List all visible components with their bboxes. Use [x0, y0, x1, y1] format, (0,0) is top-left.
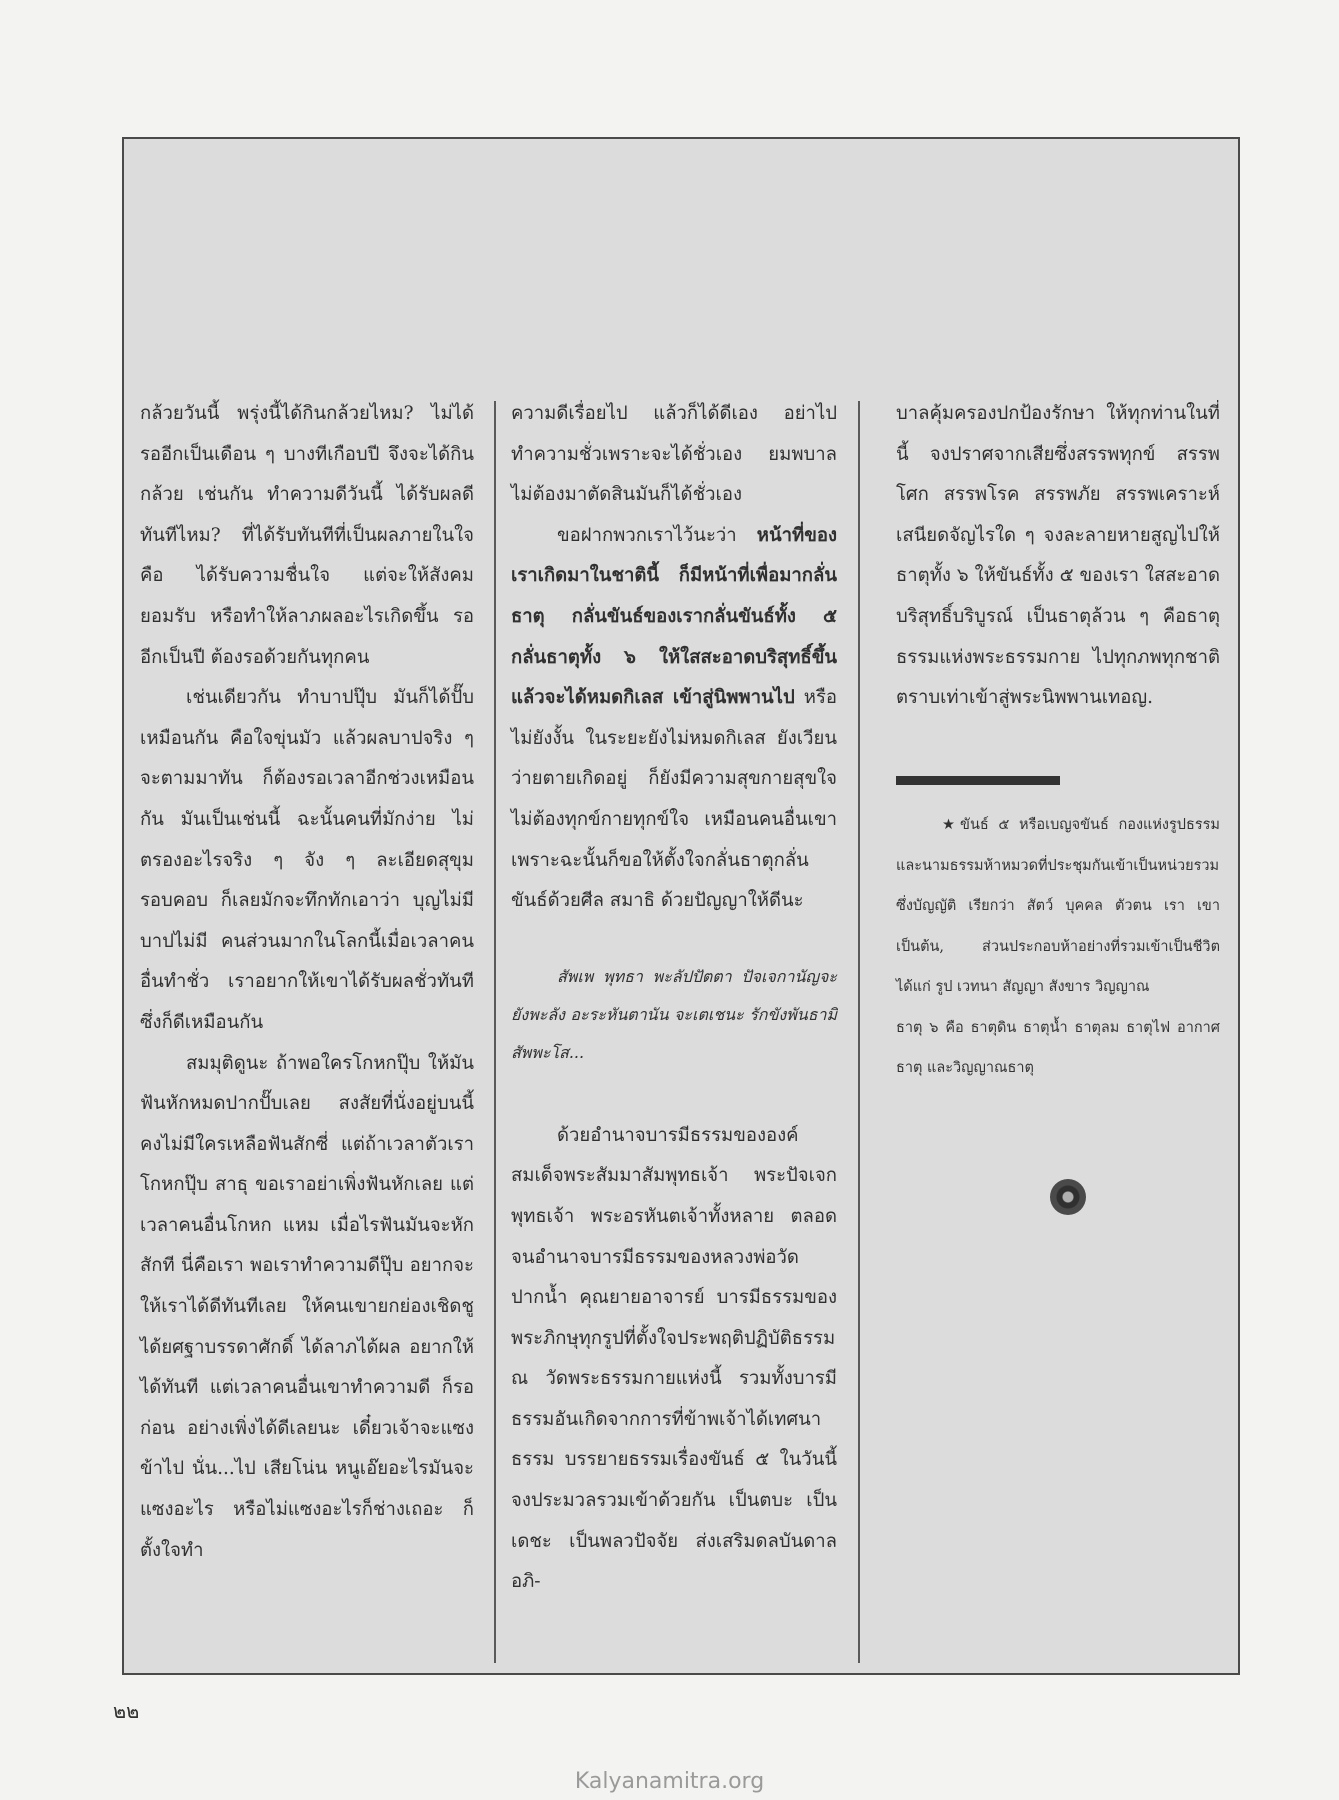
column-3 — [896, 394, 1220, 719]
paragraph: บาลคุ้มครองปกป้องรักษา ให้ทุกท่านในที่นี้ จงปราศจากเสียซึ่งสรรพทุกข์ สรรพโศก สรรพโรค สรรพภัย สรรพเคราะห์เสนียดจัญไรใด ๆ จงละลายหายสูญไปให้ธาตุทั้ง ๖ ให้ขันธ์ทั้ง ๕ ของเรา ใสสะอาดบริสุทธิ์บริบูรณ์ เป็นธาตุล้วน ๆ คือธาตุธรรมแห่งพระธรรมกาย ไปทุกภพทุกชาติ ตราบเท่าเข้าสู่พระนิพพานเทอญ. — [896, 403, 1220, 709]
column-divider — [858, 401, 860, 1663]
column-divider — [494, 401, 496, 1663]
column-2 — [511, 394, 837, 1603]
footnote-item: ★ขันธ์ ๕ หรือเบญจขันธ์ กองแห่งรูปธรรมและนามธรรมห้าหมวดที่ประชุมกันเข้าเป็นหน่วยรวม ซึ่งบัญญัติ เรียกว่า สัตว์ บุคคล ตัวตน เรา เขา เป็นต้น, ส่วนประกอบห้าอย่างที่รวมเข้าเป็นชีวิต ได้แก่ รูป เวทนา สัญญา สังขาร วิญญาณ — [896, 817, 1220, 995]
watermark: Kalyanamitra.org — [574, 1769, 765, 1794]
page-number: ๒๒ — [113, 1699, 140, 1723]
footnote — [896, 805, 1220, 1089]
paragraph: ความดีเรื่อยไป แล้วก็ได้ดีเอง อย่าไปทำความชั่วเพราะจะได้ชั่วเอง ยมพบาลไม่ต้องมาตัดสินมันก็ได้ชั่วเอง — [511, 403, 837, 506]
text-run: หรือไม่ยังงั้น ในระยะยังไม่หมดกิเลส ยังเวียนว่ายตายเกิดอยู่ ก็ยังมีความสุขกายสุขใจ ไม่ต้องทุกข์กายทุกข์ใจ เหมือนคนอื่นเขา เพราะฉะนั้นก็ขอให้ตั้งใจกลั่นธาตุกลั่นขันธ์ด้วยศีล สมาธิ ด้วยปัญญาให้ดีนะ — [511, 687, 838, 912]
article-panel — [122, 137, 1240, 1675]
end-mark-icon — [1050, 1179, 1086, 1215]
text-run: ขอฝากพวกเราไว้นะว่า — [557, 524, 757, 546]
paragraph: ด้วยอำนาจบารมีธรรมขององค์สมเด็จพระสัมมาสัมพุทธเจ้า พระปัจเจกพุทธเจ้า พระอรหันตเจ้าทั้งหลาย ตลอดจนอำนาจบารมีธรรมของหลวงพ่อวัดปากน้ำ คุณยายอาจารย์ บารมีธรรมของพระภิกษุทุกรูปที่ตั้งใจประพฤติปฏิบัติธรรม ณ วัดพระธรรมกายแห่งนี้ รวมทั้งบารมีธรรมอันเกิดจากการที่ข้าพเจ้าได้เทศนาธรรม บรรยายธรรมเรื่องขันธ์ ๕ ในวันนี้ จงประมวลรวมเข้าด้วยกัน เป็นตบะ เป็นเดชะ เป็นพลวปัจจัย ส่งเสริมดลบันดาลอภิ- — [511, 1124, 837, 1593]
column-1 — [140, 394, 474, 1571]
paragraph: เช่นเดียวกัน ทำบาปปุ๊บ มันก็ได้ปั๊บเหมือนกัน คือใจขุ่นมัว แล้วผลบาปจริง ๆ จะตามมาทัน ก็ต้องรอเวลาอีกช่วงเหมือนกัน มันเป็นเช่นนี้ ฉะนั้นคนที่มักง่าย ไม่ตรองอะไรจริง ๆ จัง ๆ ละเอียดสุขุมรอบคอบ ก็เลยมักจะทึกทักเอาว่า บุญไม่มีบาปไม่มี คนส่วนมากในโลกนี้เมื่อเวลาคนอื่นทำชั่ว เราอยากให้เขาได้รับผลชั่วทันที ซึ่งก็ดีเหมือนกัน — [140, 687, 474, 1033]
pali-verse: สัพเพ พุทธา พะลัปปัตตา ปัจเจกานัญจะยังพะลัง อะระหันตานัน จะเตเชนะ รักขังพันธามิ สัพพะโส... — [511, 966, 837, 1062]
paragraph: กล้วยวันนี้ พรุ่งนี้ได้กินกล้วยไหม? ไม่ได้ รออีกเป็นเดือน ๆ บางทีเกือบปี จึงจะได้กินกล้วย เช่นกัน ทำความดีวันนี้ ได้รับผลดีทันทีไหม? ที่ได้รับทันทีที่เป็นผลภายในใจคือ ได้รับความชื่นใจ แต่จะให้สังคมยอมรับ หรือทำให้ลาภผลอะไรเกิดขึ้น รออีกเป็นปี ต้องรอด้วยกันทุกคน — [140, 403, 474, 668]
bold-text: หน้าที่ของเราเกิดมาในชาตินี้ ก็มีหน้าที่เพื่อมากลั่นธาตุ กลั่นขันธ์ของเรากลั่นขันธ์ทั้ง ๕ กลั่นธาตุทั้ง ๖ ให้ใสสะอาดบริสุทธิ์ขึ้น แล้วจะได้หมดกิเลส เข้าสู่นิพพานไป — [511, 524, 837, 709]
footnote-separator — [896, 776, 1060, 785]
paragraph: สมมุติดูนะ ถ้าพอใครโกหกปุ๊บ ให้มันฟันหักหมดปากปั๊บเลย สงสัยที่นั่งอยู่บนนี้ คงไม่มีใครเหลือฟันสักซี่ แต่ถ้าเวลาตัวเราโกหกปุ๊บ สาธุ ขอเราอย่าเพิ่งฟันหักเลย แต่เวลาคนอื่นโกหก แหม เมื่อไรฟันมันจะหักสักที นี่คือเรา พอเราทำความดีปุ๊บ อยากจะให้เราได้ดีทันทีเลย ให้คนเขายกย่องเชิดชู ได้ยศฐาบรรดาศักดิ์ ได้ลาภได้ผล อยากให้ได้ทันที แต่เวลาคนอื่นเขาทำความดี ก็รอก่อน อย่างเพิ่งได้ดีเลยนะ เดี๋ยวเจ้าจะแซงข้าไป นั่น...ไป เสียโน่น หนูเอ๊ยอะไรมันจะแซงอะไร หรือไม่แซงอะไรก็ช่างเถอะ ก็ตั้งใจทำ — [140, 1052, 474, 1561]
footnote-item: ธาตุ ๖ คือ ธาตุดิน ธาตุน้ำ ธาตุลม ธาตุไฟ อากาศธาตุ และวิญญาณธาตุ — [896, 1019, 1220, 1076]
paragraph — [511, 516, 837, 922]
